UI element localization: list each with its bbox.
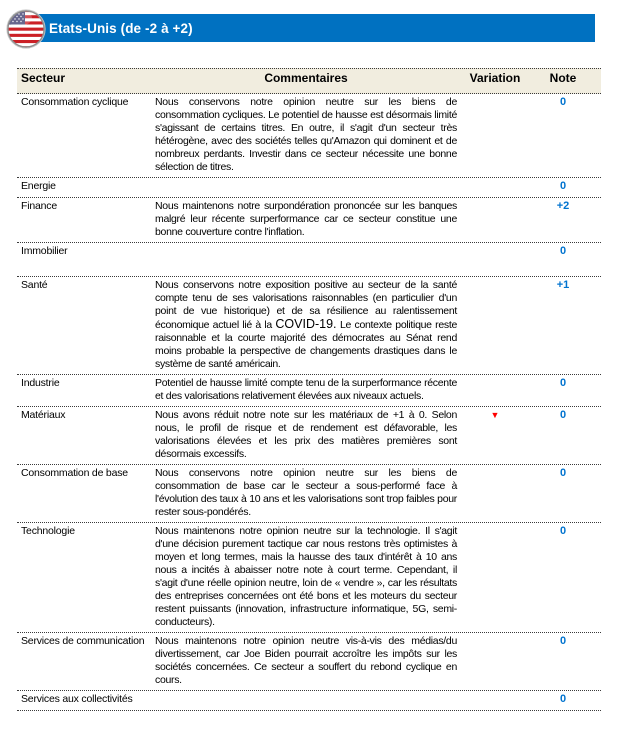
note-cell: 0 [559,245,567,257]
note-cell: 0 [559,525,567,537]
comment-cell: Nous avons réduit notre note sur les matériaux de +1 à 0. Selon nous, le profil de risque et de rendement est défavorable, les valorisations élevées et les prix des matières premières sont désormais excessifs. [155,409,457,460]
note-cell: 0 [559,467,567,479]
note-cell: 0 [559,693,567,705]
comment-cell: Nous conservons notre opinion neutre sur les biens de consommation cycliques. Le potentiel de hausse est désormais limité s'agissant de certains titres. En outre, il s'agit d'un secteur très hétérogène, avec des sociétés telles qu'Amazon qui dominent et de nombreux perdants. Investir dans ce secteur nécessite une bonne sélection de titres. [155,96,457,173]
comment-cell [155,180,457,194]
comment-cell: Nous maintenons notre surpondération prononcée sur les banques malgré leur récente surperformance car ce secteur constitue une bonne couverture contre l'inflation. [155,200,457,238]
sector-cell: Matériaux [21,409,66,421]
variation-cell [457,409,533,461]
note-cell: 0 [559,635,567,647]
covid-emphasis-text: COVID-19. [275,317,337,331]
us-flag-icon [6,9,46,49]
variation-cell [457,525,533,629]
comment-cell [155,245,457,273]
table-row-immobilier [17,243,601,277]
note-cell: +2 [556,200,570,212]
column-header-note: Note [549,71,577,85]
sector-cell: Technologie [21,525,75,537]
comment-cell: Nous conservons notre exposition positive au secteur de la santé compte tenu de ses valorisations raisonnables (en particulier d'un point de vue historique) et de sa résilience au ralentissement économique actuel lié à la COVID-19. Le contexte politique reste raisonnable et la courte majorité des démocrates au Sénat rend moins probable la perspective de changements drastiques dans le système de santé américain. [155,279,457,370]
sector-cell: Services aux collectivités [21,693,133,705]
variation-cell [457,180,533,194]
note-cell: +1 [556,279,570,291]
variation-cell [457,377,533,403]
sector-cell: Immobilier [21,245,68,257]
note-cell: 0 [559,409,567,421]
note-cell: 0 [559,96,567,108]
table-header [17,68,601,94]
section-banner [13,14,595,42]
variation-cell [457,635,533,687]
column-header-comments: Commentaires [264,71,348,85]
comment-cell: Potentiel de hausse limité compte tenu de la surperformance récente et des valorisations relativement élevées aux niveaux actuels. [155,377,457,402]
section-title: Etats-Unis (de -2 à +2) [49,20,193,36]
sector-cell: Energie [21,180,56,192]
table-row-services-aux-collectivites [17,691,601,711]
variation-cell [457,96,533,174]
table-row-sante [17,277,601,375]
sector-cell: Finance [21,200,57,212]
variation-cell [457,245,533,273]
note-cell: 0 [559,377,567,389]
comment-cell: Nous maintenons notre opinion neutre sur la technologie. Il s'agit d'une décision purement tactique car nous restons très optimistes à moyen et long termes, mais la hausse des taux d'intérêt à 10 ans nous a incités à abaisser notre note à court terme. Cependant, il s'agit d'une réelle opinion neutre, loin de « vendre », car les résultats des entreprises concernées ont été bons et les moteurs du secteur restent puissants (innovation, infrastructure informatique, 5G, semi-conducteurs). [155,525,457,628]
sector-cell: Consommation de base [21,467,128,479]
sector-cell: Industrie [21,377,60,389]
sector-cell: Consommation cyclique [21,96,129,108]
variation-cell [457,467,533,519]
table-row-services-de-communication [17,633,601,691]
table-row-energie [17,178,601,198]
variation-cell [457,279,533,371]
comment-cell [155,693,457,707]
comment-cell: Nous conservons notre opinion neutre sur les biens de consommation de base car le secteur a sous-performé face à l'évolution des taux à 10 ans et les valorisations sont trop faibles pour rester sous-pondérés. [155,467,457,518]
table-row-finance [17,198,601,243]
column-header-sector: Secteur [21,71,66,85]
sector-cell: Services de communication [21,635,145,647]
table-row-technologie [17,523,601,633]
table-row-consommation-de-base [17,465,601,523]
table-row-industrie [17,375,601,407]
variation-cell [457,693,533,707]
table-row-materiaux [17,407,601,465]
note-cell: 0 [559,180,567,192]
sector-cell: Santé [21,279,48,291]
table-row-consommation-cyclique [17,94,601,178]
sector-table [17,68,601,711]
comment-cell: Nous maintenons notre opinion neutre vis-à-vis des médias/du divertissement, car Joe Biden pourrait accroître les impôts sur les sociétés concernées. Ce secteur a souffert du rebond cyclique en cours. [155,635,457,686]
column-header-variation: Variation [469,71,521,85]
variation-down-icon: ▼ [490,410,500,420]
variation-cell [457,200,533,239]
